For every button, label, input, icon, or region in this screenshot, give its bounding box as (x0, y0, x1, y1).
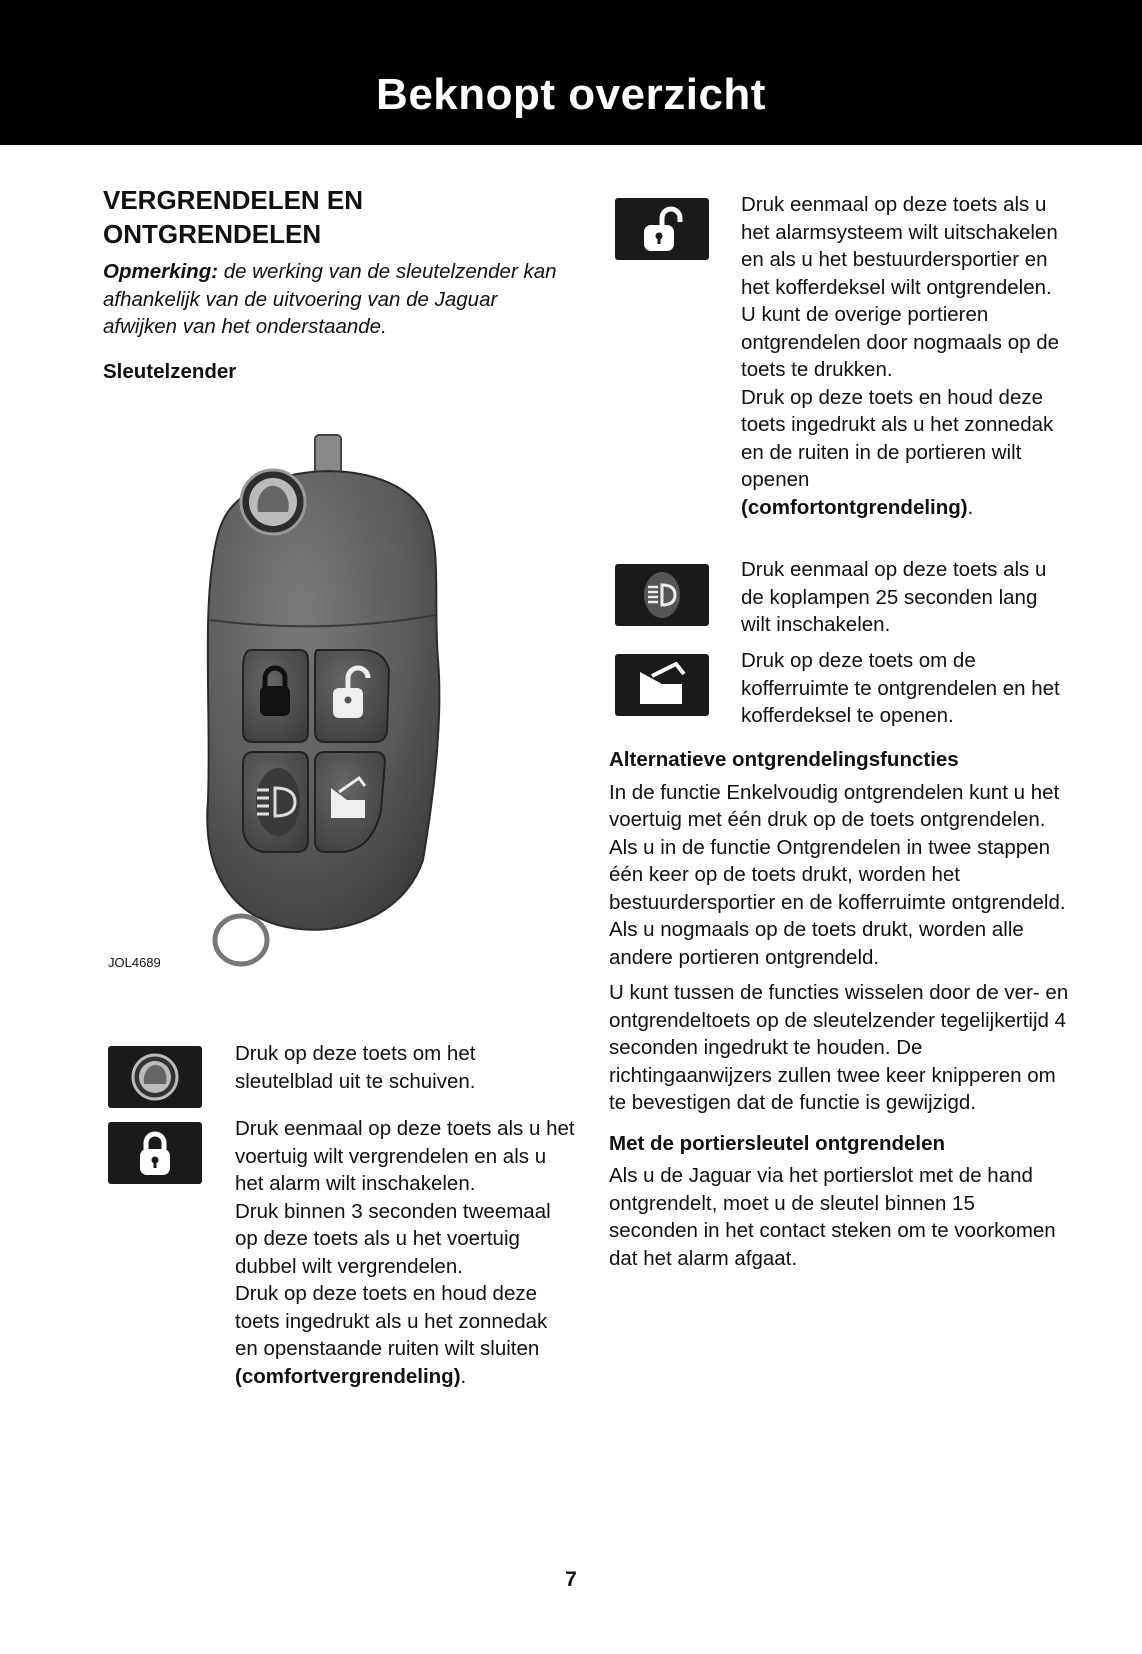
note-label: Opmerking: (103, 260, 219, 283)
lock-text-1: Druk eenmaal op deze toets als u het voertuig wilt vergrendelen en als u het alarm wilt inschakelen. (235, 1117, 575, 1195)
unlock-bold-term: (comfortontgrendeling) (741, 495, 968, 519)
alt-heading: Alternatieve ontgrendelingsfuncties (609, 748, 959, 771)
trunk-icon-box (615, 654, 709, 716)
page-number: 7 (565, 1568, 577, 1591)
unlock-text-2: U kunt de overige portieren ontgrendelen door nogmaals op de toets te drukken. (741, 303, 1059, 381)
section-title-line1: VERGRENDELEN EN (103, 185, 364, 215)
headlight-icon-box (615, 564, 709, 626)
alt-paragraph-2: U kunt tussen de functies wisselen door de ver- en ontgrendeltoets op de sleutelzender tegelijkertijd 4 seconden ingedrukt te houden. De richtingaanwijzers zullen twee keer knipperen om te bevestigen dat de functie is gewijzigd. (609, 981, 1069, 1114)
section-title-line2: ONTGRENDELEN (103, 219, 322, 249)
lock-text-2: Druk binnen 3 seconden tweemaal op deze toets als u het voertuig dubbel wilt vergrendelen. (235, 1199, 551, 1278)
trunk-open-icon (634, 662, 690, 708)
alt-paragraph-1: In de functie Enkelvoudig ontgrendelen kunt u het voertuig met één druk op de toets ontgrendelen. Als u in de functie Ontgrendelen in twee stappen één keer op de toets drukt, worden het bestuurdersportier en de kofferruimte ontgrendeld. Als u nogmaals op de toets drukt, worden alle andere portieren ontgrendeld. (609, 780, 1066, 969)
jaguar-emblem-icon (130, 1052, 180, 1102)
key-ring (215, 916, 267, 964)
page-header (0, 0, 1142, 145)
unlock-item-text: Druk eenmaal op deze toets als u het alarmsysteem wilt uitschakelen en als u het bestuurdersportier en het kofferdeksel wilt ontgrendelen. U kunt de overige portieren ontgrendelen door nogmaals op de toets te drukken. Druk op deze toets en houd deze toets ingedrukt als u het zonnedak en de ruiten in de portieren wilt openen (comfortontgrendeling). (741, 193, 1059, 519)
unlock-icon (638, 205, 686, 253)
left-column (103, 183, 563, 385)
unlock-text-3: Druk op deze toets en houd deze toets ingedrukt als u het zonnedak en de ruiten in de portieren wilt openen (741, 385, 1054, 491)
note (103, 258, 563, 341)
unlock-text-1: Druk eenmaal op deze toets als u het alarmsysteem wilt uitschakelen en als u het bestuurdersportier en het kofferdeksel wilt ontgrendelen. (741, 193, 1058, 299)
subhead-sleutelzender: Sleutelzender (103, 359, 237, 383)
note-text: de werking van de sleutelzender kan afhankelijk van de uitvoering van de Jaguar afwijken van het onderstaande. (103, 260, 557, 338)
key-heading: Met de portiersleutel ontgrendelen (609, 1131, 946, 1155)
headlight-icon (637, 570, 687, 620)
unlock-icon-box (615, 198, 709, 260)
alternative-section (609, 746, 1069, 1272)
page-title: Beknopt overzicht (376, 70, 766, 119)
lock-text-3: Druk op deze toets en houd deze toets ingedrukt als u het zonnedak en openstaande ruiten wilt sluiten (235, 1282, 548, 1360)
lock-icon-box (108, 1122, 202, 1184)
section-title (103, 183, 563, 251)
key-fob-illustration (103, 420, 563, 980)
lock-bold-term: (comfortvergrendeling) (235, 1364, 461, 1388)
trunk-item-text: Druk op deze toets om de kofferruimte te ontgrendelen en het kofferdeksel te openen. (741, 649, 1060, 727)
emblem-item-text: Druk op deze toets om het sleutelblad uit te schuiven. (235, 1042, 476, 1093)
headlight-item-text: Druk eenmaal op deze toets als u de koplampen 25 seconden lang wilt inschakelen. (741, 558, 1047, 636)
key-paragraph: Als u de Jaguar via het portierslot met de hand ontgrendelt, moet u de sleutel binnen 15 seconden in het contact steken om te voorkomen dat het alarm afgaat. (609, 1164, 1056, 1270)
lock-icon (135, 1129, 175, 1177)
lock-item-text: Druk eenmaal op deze toets als u het voertuig wilt vergrendelen en als u het alarm wilt inschakelen. Druk binnen 3 seconden tweemaal op deze toets als u het voertuig dubbel wilt vergrendelen. Druk op deze toets en houd deze toets ingedrukt als u het zonnedak en openstaande ruiten wilt sluiten (comfortvergrendeling). (235, 1117, 575, 1388)
emblem-icon-box (108, 1046, 202, 1108)
figure-code: JOL4689 (108, 955, 161, 970)
